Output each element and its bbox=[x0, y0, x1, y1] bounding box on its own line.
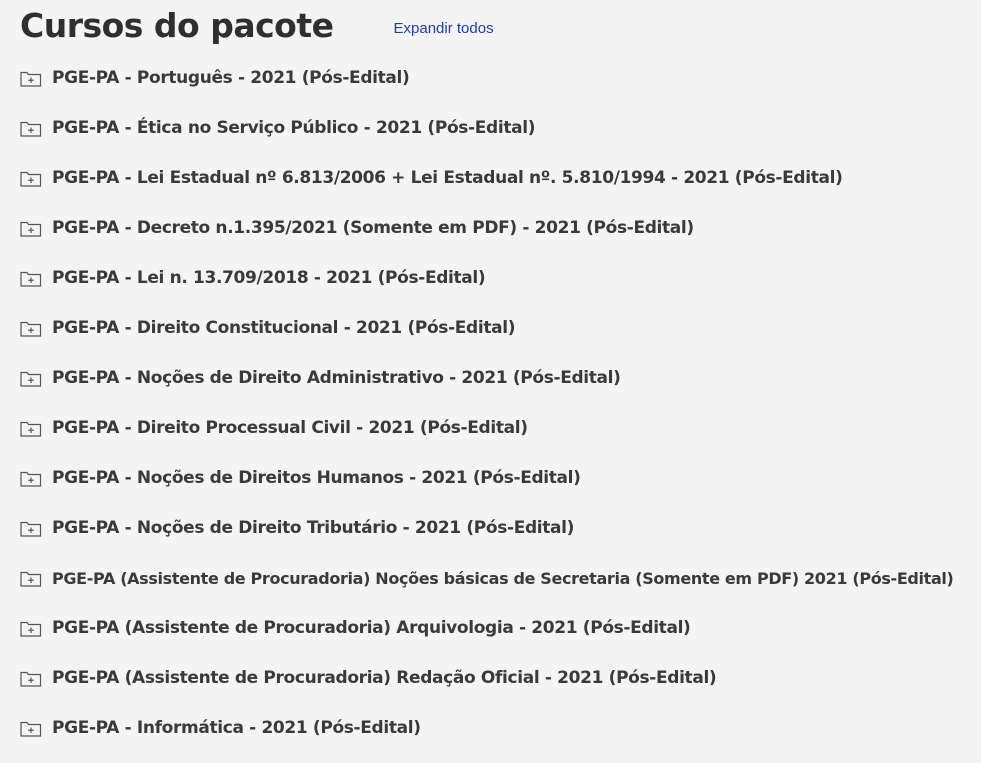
course-label: PGE-PA - Noções de Direitos Humanos - 2021 (Pós-Edital) bbox=[52, 468, 581, 488]
course-item[interactable] bbox=[20, 703, 975, 753]
folder-plus-icon[interactable] bbox=[20, 270, 42, 287]
folder-plus-icon[interactable] bbox=[20, 570, 42, 587]
folder-plus-icon[interactable] bbox=[20, 170, 42, 187]
course-label: PGE-PA (Assistente de Procuradoria) Noções básicas de Secretaria (Somente em PDF) 2021 (Pós-Edital) bbox=[52, 568, 954, 588]
folder-plus-icon[interactable] bbox=[20, 470, 42, 487]
course-item[interactable] bbox=[20, 103, 975, 153]
course-label: PGE-PA - Decreto n.1.395/2021 (Somente em PDF) - 2021 (Pós-Edital) bbox=[52, 218, 694, 238]
course-label: PGE-PA - Noções de Direito Administrativo - 2021 (Pós-Edital) bbox=[52, 368, 621, 388]
course-item[interactable] bbox=[20, 653, 975, 703]
course-item[interactable] bbox=[20, 253, 975, 303]
folder-plus-icon[interactable] bbox=[20, 320, 42, 337]
course-item[interactable] bbox=[20, 453, 975, 503]
course-label: PGE-PA - Lei n. 13.709/2018 - 2021 (Pós-Edital) bbox=[52, 268, 486, 288]
folder-plus-icon[interactable] bbox=[20, 220, 42, 237]
folder-plus-icon[interactable] bbox=[20, 370, 42, 387]
course-label: PGE-PA - Português - 2021 (Pós-Edital) bbox=[52, 68, 410, 88]
expand-all-link[interactable]: Expandir todos bbox=[393, 19, 494, 37]
course-list bbox=[20, 53, 975, 753]
course-item[interactable] bbox=[20, 603, 975, 653]
folder-plus-icon[interactable] bbox=[20, 670, 42, 687]
course-item[interactable] bbox=[20, 553, 975, 603]
course-item[interactable] bbox=[20, 503, 975, 553]
header bbox=[20, 0, 981, 52]
folder-plus-icon[interactable] bbox=[20, 520, 42, 537]
folder-plus-icon[interactable] bbox=[20, 620, 42, 637]
course-item[interactable] bbox=[20, 153, 975, 203]
course-item[interactable] bbox=[20, 203, 975, 253]
folder-plus-icon[interactable] bbox=[20, 720, 42, 737]
course-label: PGE-PA - Direito Processual Civil - 2021 (Pós-Edital) bbox=[52, 418, 528, 438]
course-label: PGE-PA - Noções de Direito Tributário - 2021 (Pós-Edital) bbox=[52, 518, 575, 538]
course-label: PGE-PA - Direito Constitucional - 2021 (Pós-Edital) bbox=[52, 318, 516, 338]
folder-plus-icon[interactable] bbox=[20, 420, 42, 437]
course-item[interactable] bbox=[20, 53, 975, 103]
course-item[interactable] bbox=[20, 303, 975, 353]
course-label: PGE-PA (Assistente de Procuradoria) Arquivologia - 2021 (Pós-Edital) bbox=[52, 618, 691, 638]
course-label: PGE-PA - Ética no Serviço Público - 2021 (Pós-Edital) bbox=[52, 118, 536, 138]
course-item[interactable] bbox=[20, 353, 975, 403]
course-label: PGE-PA - Lei Estadual nº 6.813/2006 + Lei Estadual nº. 5.810/1994 - 2021 (Pós-Edital) bbox=[52, 168, 843, 188]
folder-plus-icon[interactable] bbox=[20, 120, 42, 137]
folder-plus-icon[interactable] bbox=[20, 70, 42, 87]
course-label: PGE-PA - Informática - 2021 (Pós-Edital) bbox=[52, 718, 421, 738]
page-title: Cursos do pacote bbox=[20, 6, 334, 45]
course-label: PGE-PA (Assistente de Procuradoria) Redação Oficial - 2021 (Pós-Edital) bbox=[52, 668, 717, 688]
course-item[interactable] bbox=[20, 403, 975, 453]
